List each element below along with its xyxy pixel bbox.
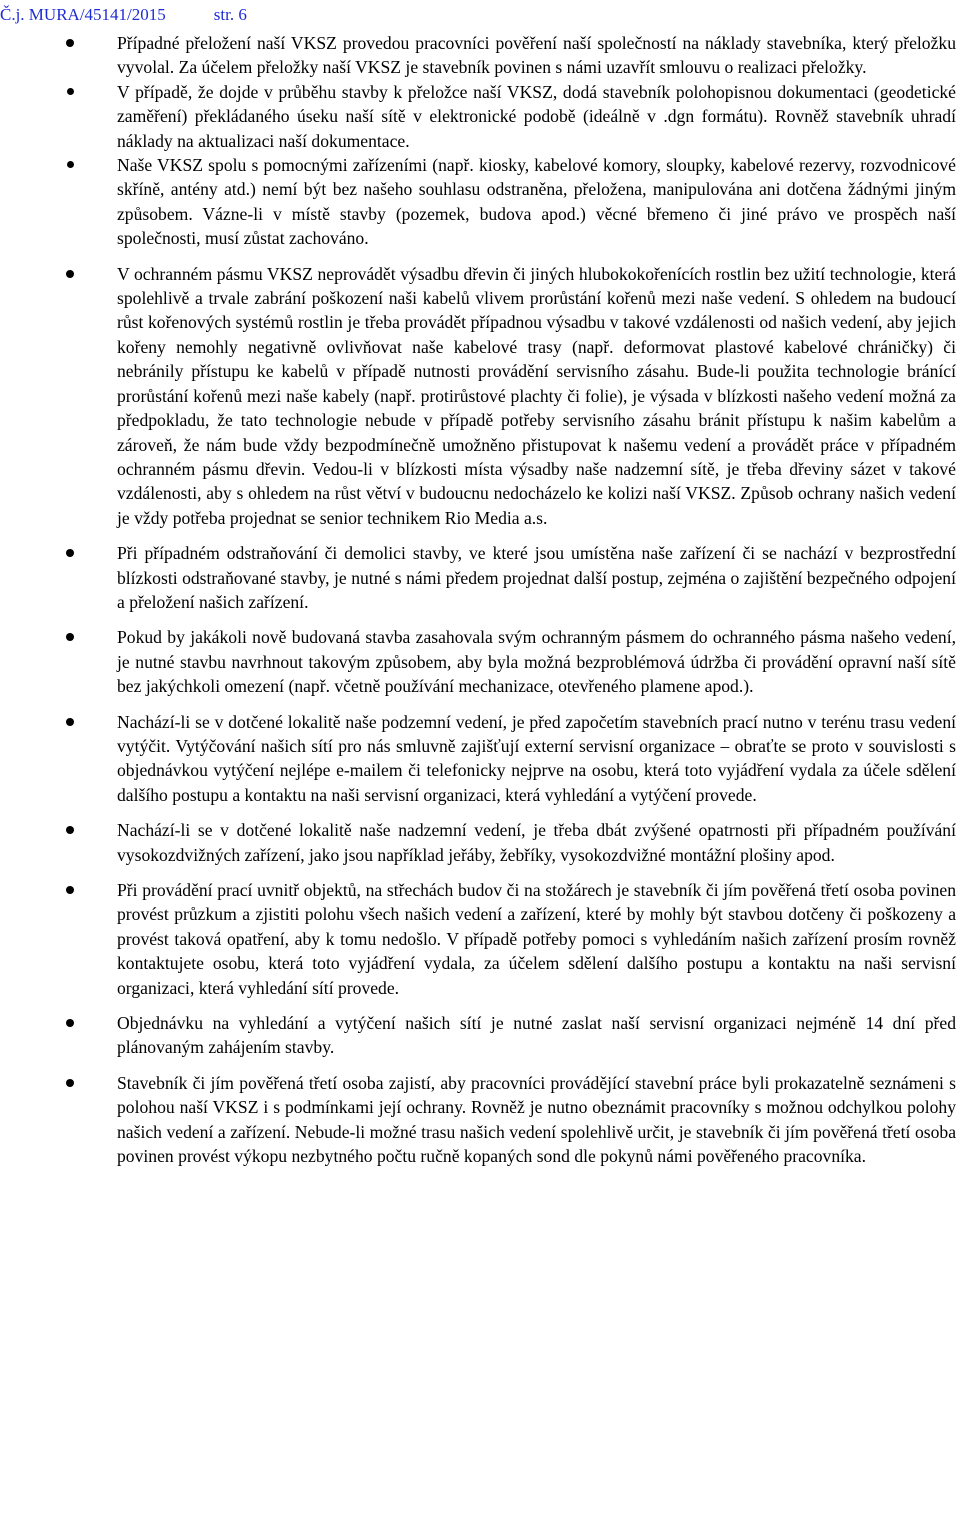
list-item — [0, 818, 960, 867]
list-item — [0, 80, 960, 153]
list-item-text: Objednávku na vyhledání a vytýčení našich sítí je nutné zaslat naší servisní organizaci nejméně 14 dní před plánovaným zahájením stavby. — [117, 1013, 956, 1058]
page-header — [0, 5, 247, 25]
bullet-icon — [67, 161, 74, 168]
bullet-icon — [67, 88, 74, 95]
list-item — [0, 31, 960, 80]
list-item-text: Naše VKSZ spolu s pomocnými zařízeními (např. kiosky, kabelové komory, sloupky, kabelové rezervy, rozvodnicové skříně, antény atd.) nemí být bez našeho souhlasu odstraněna, přeložena, manipulována ani dotčena žádnými jiným způsobem. Vázne-li v místě stavby (pozemek, budova apod.) věcné břemeno či jiné právo ve prospěch naší společnosti, musí zůstat zachováno. — [117, 155, 956, 249]
bullet-icon — [66, 826, 74, 834]
list-item-text: Nachází-li se v dotčené lokalitě naše nadzemní vedení, je třeba dbát zvýšené opatrnosti při případném používání vysokozdvižných zařízení, jako jsou například jeřáby, žebříky, vysokozdvižné montážní plošiny apod. — [117, 820, 956, 865]
list-item — [0, 710, 960, 808]
list-item — [0, 878, 960, 1000]
list-item-text: Případné přeložení naší VKSZ provedou pracovníci pověření naší společností na náklady stavebníka, který přeložku vyvolal. Za účelem přeložky naší VKSZ je stavebník povinen s námi uzavřít smlouvu o realizaci přeložky. — [117, 33, 956, 78]
page-number: str. 6 — [213, 5, 247, 24]
bullet-icon — [66, 1019, 74, 1027]
list-item-text: V případě, že dojde v průběhu stavby k přeložce naší VKSZ, dodá stavebník polohopisnou dokumentaci (geodetické zaměření) překládaného úseku naší sítě v elektronické podobě (ideálně v .dgn formátu). Rovněž stavebník uhradí náklady na aktualizaci naší dokumentace. — [117, 81, 956, 151]
list-item-text: Stavebník či jím pověřená třetí osoba zajistí, aby pracovníci provádějící stavební práce byli prokazatelně seznámeni s polohou naší VKSZ i s podmínkami její ochrany. Rovněž je nutno obeznámit pracovníky s možnou odchylkou polohy našich vedení a zařízení. Nebude-li možné trasu našich vedení spolehlivě určit, je stavebník či jím pověřená třetí osoba povinen provést výkopu nezbytného počtu ručně kopaných sond dle pokynů námi pověřeného pracovníka. — [117, 1072, 956, 1167]
list-item — [0, 153, 960, 251]
bullet-icon — [66, 39, 74, 47]
document-body — [0, 31, 960, 1168]
bullet-icon — [66, 1079, 74, 1087]
bullet-icon — [66, 633, 74, 641]
list-item-text: V ochranném pásmu VKSZ neprovádět výsadbu dřevin či jiných hlubokokořenících rostlin bez užití technologie, která spolehlivě a trvale zabrání poškození naši kabelů vlivem prorůstání kořenů mezi naše vedení. S ohledem na budoucí růst kořenových systémů rostlin je třeba provádět případnou výsadbu v takové vzdálenosti od našich vedení, aby jejich kořeny nemohly negativně ovlivňovat naše kabelové trasy (např. deformovat plastové kabelové chráničky) či nebránily přístupu ke kabelů v případě nutnosti provádění servisního zásahu. Bude-li použita technologie bránící prorůstání kořenů mezi naše kabely (např. protirůstové plachty či folie), je výsada v blízkosti našeho vedení možná za předpokladu, že tato technologie nebude v případě potřeby servisního zásahu bránit přístupu k našim kabelům a zároveň, že nám bude vždy bezpodmínečně umožněno přistupovat k našemu vedení a provádět práce v případném ochranném pásmu dřevin. Vedou-li v blízkosti místa výsadby naše nadzemní sítě, je třeba dřeviny sázet v takové vzdálenosti, aby s ohledem na růst větví v budoucnu nedocházelo ke kolizi naší VKSZ. Způsob ochrany našich vedení je vždy potřeba projednat se senior technikem Rio Media a.s. — [117, 263, 956, 528]
list-item-text: Nachází-li se v dotčené lokalitě naše podzemní vedení, je před započetím stavebních prací nutno v terénu trasu vedení vytýčit. Vytýčování našich sítí pro nás smluvně zajišťují externí servisní organizace – obraťte se proto v souvislosti s objednávkou vytýčení nejlépe e-mailem či telefonicky nejprve na osobu, která toto vyjádření vydala za účele sdělení dalšího postupu a kontaktu na naši servisní organizaci, která vyhledání a vytýčení provede. — [117, 711, 956, 805]
list-item — [0, 541, 960, 614]
bullet-icon — [66, 886, 74, 894]
bullet-icon — [66, 270, 74, 278]
bullet-icon — [66, 549, 74, 557]
bullet-list — [0, 31, 960, 1168]
list-item — [0, 625, 960, 698]
list-item — [0, 262, 960, 530]
bullet-icon — [66, 718, 74, 726]
list-item-text: Při případném odstraňování či demolici stavby, ve které jsou umístěna naše zařízení či se nachází v bezprostřední blízkosti odstraňované stavby, je nutné s námi předem projednat další postup, zejména o zajištění bezpečného odpojení a přeložení našich zařízení. — [117, 543, 956, 612]
list-item-text: Při provádění prací uvnitř objektů, na střechách budov či na stožárech je stavebník či jím pověřená třetí osoba povinen provést průzkum a zjistiti polohu všech našich vedení a zařízení, které by mohly být stavbou dotčeny či poškozeny a provést taková opatření, aby k tomu nedošlo. V případě potřeby pomoci s vyhledáním našich zařízení prosím rovněž kontaktujete osobu, která toto vyjádření vydala, za účelem sdělení dalšího postupu a kontaktu na naši servisní organizaci, která vyhledání sítí provede. — [117, 880, 956, 998]
document-reference: Č.j. MURA/45141/2015 — [0, 5, 166, 24]
list-item-text: Pokud by jakákoli nově budovaná stavba zasahovala svým ochranným pásmem do ochranného pásma našeho vedení, je nutné stavbu navrhnout takovým způsobem, aby byla možná bezproblémová údržba či provádění opravní naší sítě bez jakýchkoli omezení (např. včetně používání mechanizace, otevřeného plamene apod.). — [117, 627, 956, 697]
list-item — [0, 1011, 960, 1060]
list-item — [0, 1071, 960, 1169]
